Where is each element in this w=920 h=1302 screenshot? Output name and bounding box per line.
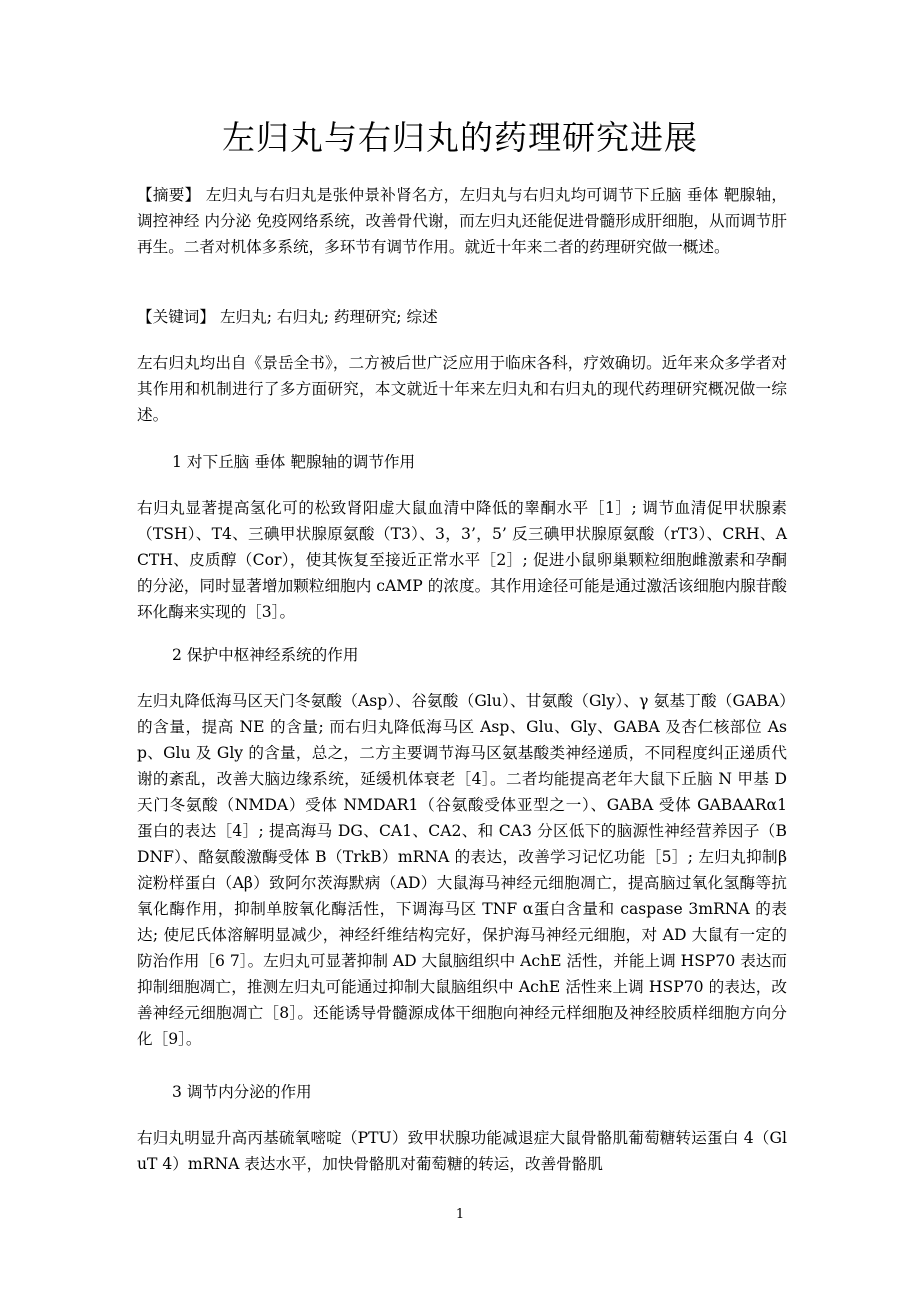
keywords-text: 左归丸; 右归丸; 药理研究; 综述 xyxy=(214,308,438,326)
abstract-text: 左归丸与右归丸是张仲景补肾名方，左归丸与右归丸均可调节下丘脑 垂体 靶腺轴，调控神经 内分泌 免疫网络系统，改善骨代谢，而左归丸还能促进骨髓形成肝细胞，从而调节肝再生。二者对机体多系统，多环节有调节作用。就近十年来二者的药理研究做一概述。 xyxy=(137,186,787,256)
section-heading-2: 2 保护中枢神经系统的作用 xyxy=(172,646,359,664)
keywords-label: 【关键词】 xyxy=(137,308,215,326)
section-body-2: 左归丸降低海马区天门冬氨酸（Asp）、谷氨酸（Glu）、甘氨酸（Gly）、γ 氨基丁酸（GABA）的含量，提高 NE 的含量; 而右归丸降低海马区 Asp、Glu、Gly、GABA 及杏仁核部位 Asp、Glu 及 Gly 的含量，总之，二方主要调节海马区氨基酸类神经递质，不同程度纠正递质代谢的紊乱，改善大脑边缘系统，延缓机体衰老［4］。二者均能提高老年大鼠下丘脑 N 甲基 D 天门冬氨酸（NMDA）受体 NMDAR1（谷氨酸受体亚型之一）、GABA 受体 GABAARα1 蛋白的表达［4］; 提高海马 DG、CA1、CA2、和 CA3 分区低下的脑源性神经营养因子（BDNF）、酪氨酸激酶受体 B（TrkB）mRNA 的表达，改善学习记忆功能［5］; 左归丸抑制β 淀粉样蛋白（Aβ）致阿尔茨海默病（AD）大鼠海马神经元细胞凋亡，提高脑过氧化氢酶等抗氧化酶作用，抑制单胺氧化酶活性，下调海马区 TNF α蛋白含量和 caspase 3mRNA 的表达; 使尼氏体溶解明显减少，神经纤维结构完好，保护海马神经元细胞，对 AD 大鼠有一定的防治作用［6 7］。左归丸可显著抑制 AD 大鼠脑组织中 AchE 活性，并能上调 HSP70 表达而抑制细胞凋亡，推测左归丸可能通过抑制大鼠脑组织中 AchE 活性来上调 HSP70 的表达，改善神经元细胞凋亡［8］。还能诱导骨髓源成体干细胞向神经元样细胞及神经胶质样细胞方向分化［9］。 xyxy=(137,692,787,1048)
keywords xyxy=(137,304,787,330)
section-heading-3: 3 调节内分泌的作用 xyxy=(172,1083,312,1101)
intro-paragraph: 左右归丸均出自《景岳全书》，二方被后世广泛应用于临床各科，疗效确切。近年来众多学者对其作用和机制进行了多方面研究，本文就近十年来左归丸和右归丸的现代药理研究概况做一综述。 xyxy=(137,354,787,424)
section-body-3: 右归丸明显升高丙基硫氧嘧啶（PTU）致甲状腺功能减退症大鼠骨骼肌葡萄糖转运蛋白 4（GluT 4）mRNA 表达水平，加快骨骼肌对葡萄糖的转运，改善骨骼肌 xyxy=(137,1129,787,1173)
paper-title: 左归丸与右归丸的药理研究进展 xyxy=(222,118,698,157)
abstract-label: 【摘要】 xyxy=(137,186,201,204)
section-body-1: 右归丸显著提高氢化可的松致肾阳虚大鼠血清中降低的睾酮水平［1］; 调节血清促甲状腺素（TSH）、T4、三碘甲状腺原氨酸（T3）、3，3’，5’ 反三碘甲状腺原氨酸（rT3）、CRH、ACTH、皮质醇（Cor），使其恢复至接近正常水平［2］; 促进小鼠卵巢颗粒细胞雌激素和孕酮的分泌，同时显著增加颗粒细胞内 cAMP 的浓度。其作用途径可能是通过激活该细胞内腺苷酸环化酶来实现的［3］。 xyxy=(137,499,787,621)
abstract xyxy=(137,182,787,260)
page-number: 1 xyxy=(455,1207,465,1222)
section-heading-1: 1 对下丘脑 垂体 靶腺轴的调节作用 xyxy=(172,453,416,471)
